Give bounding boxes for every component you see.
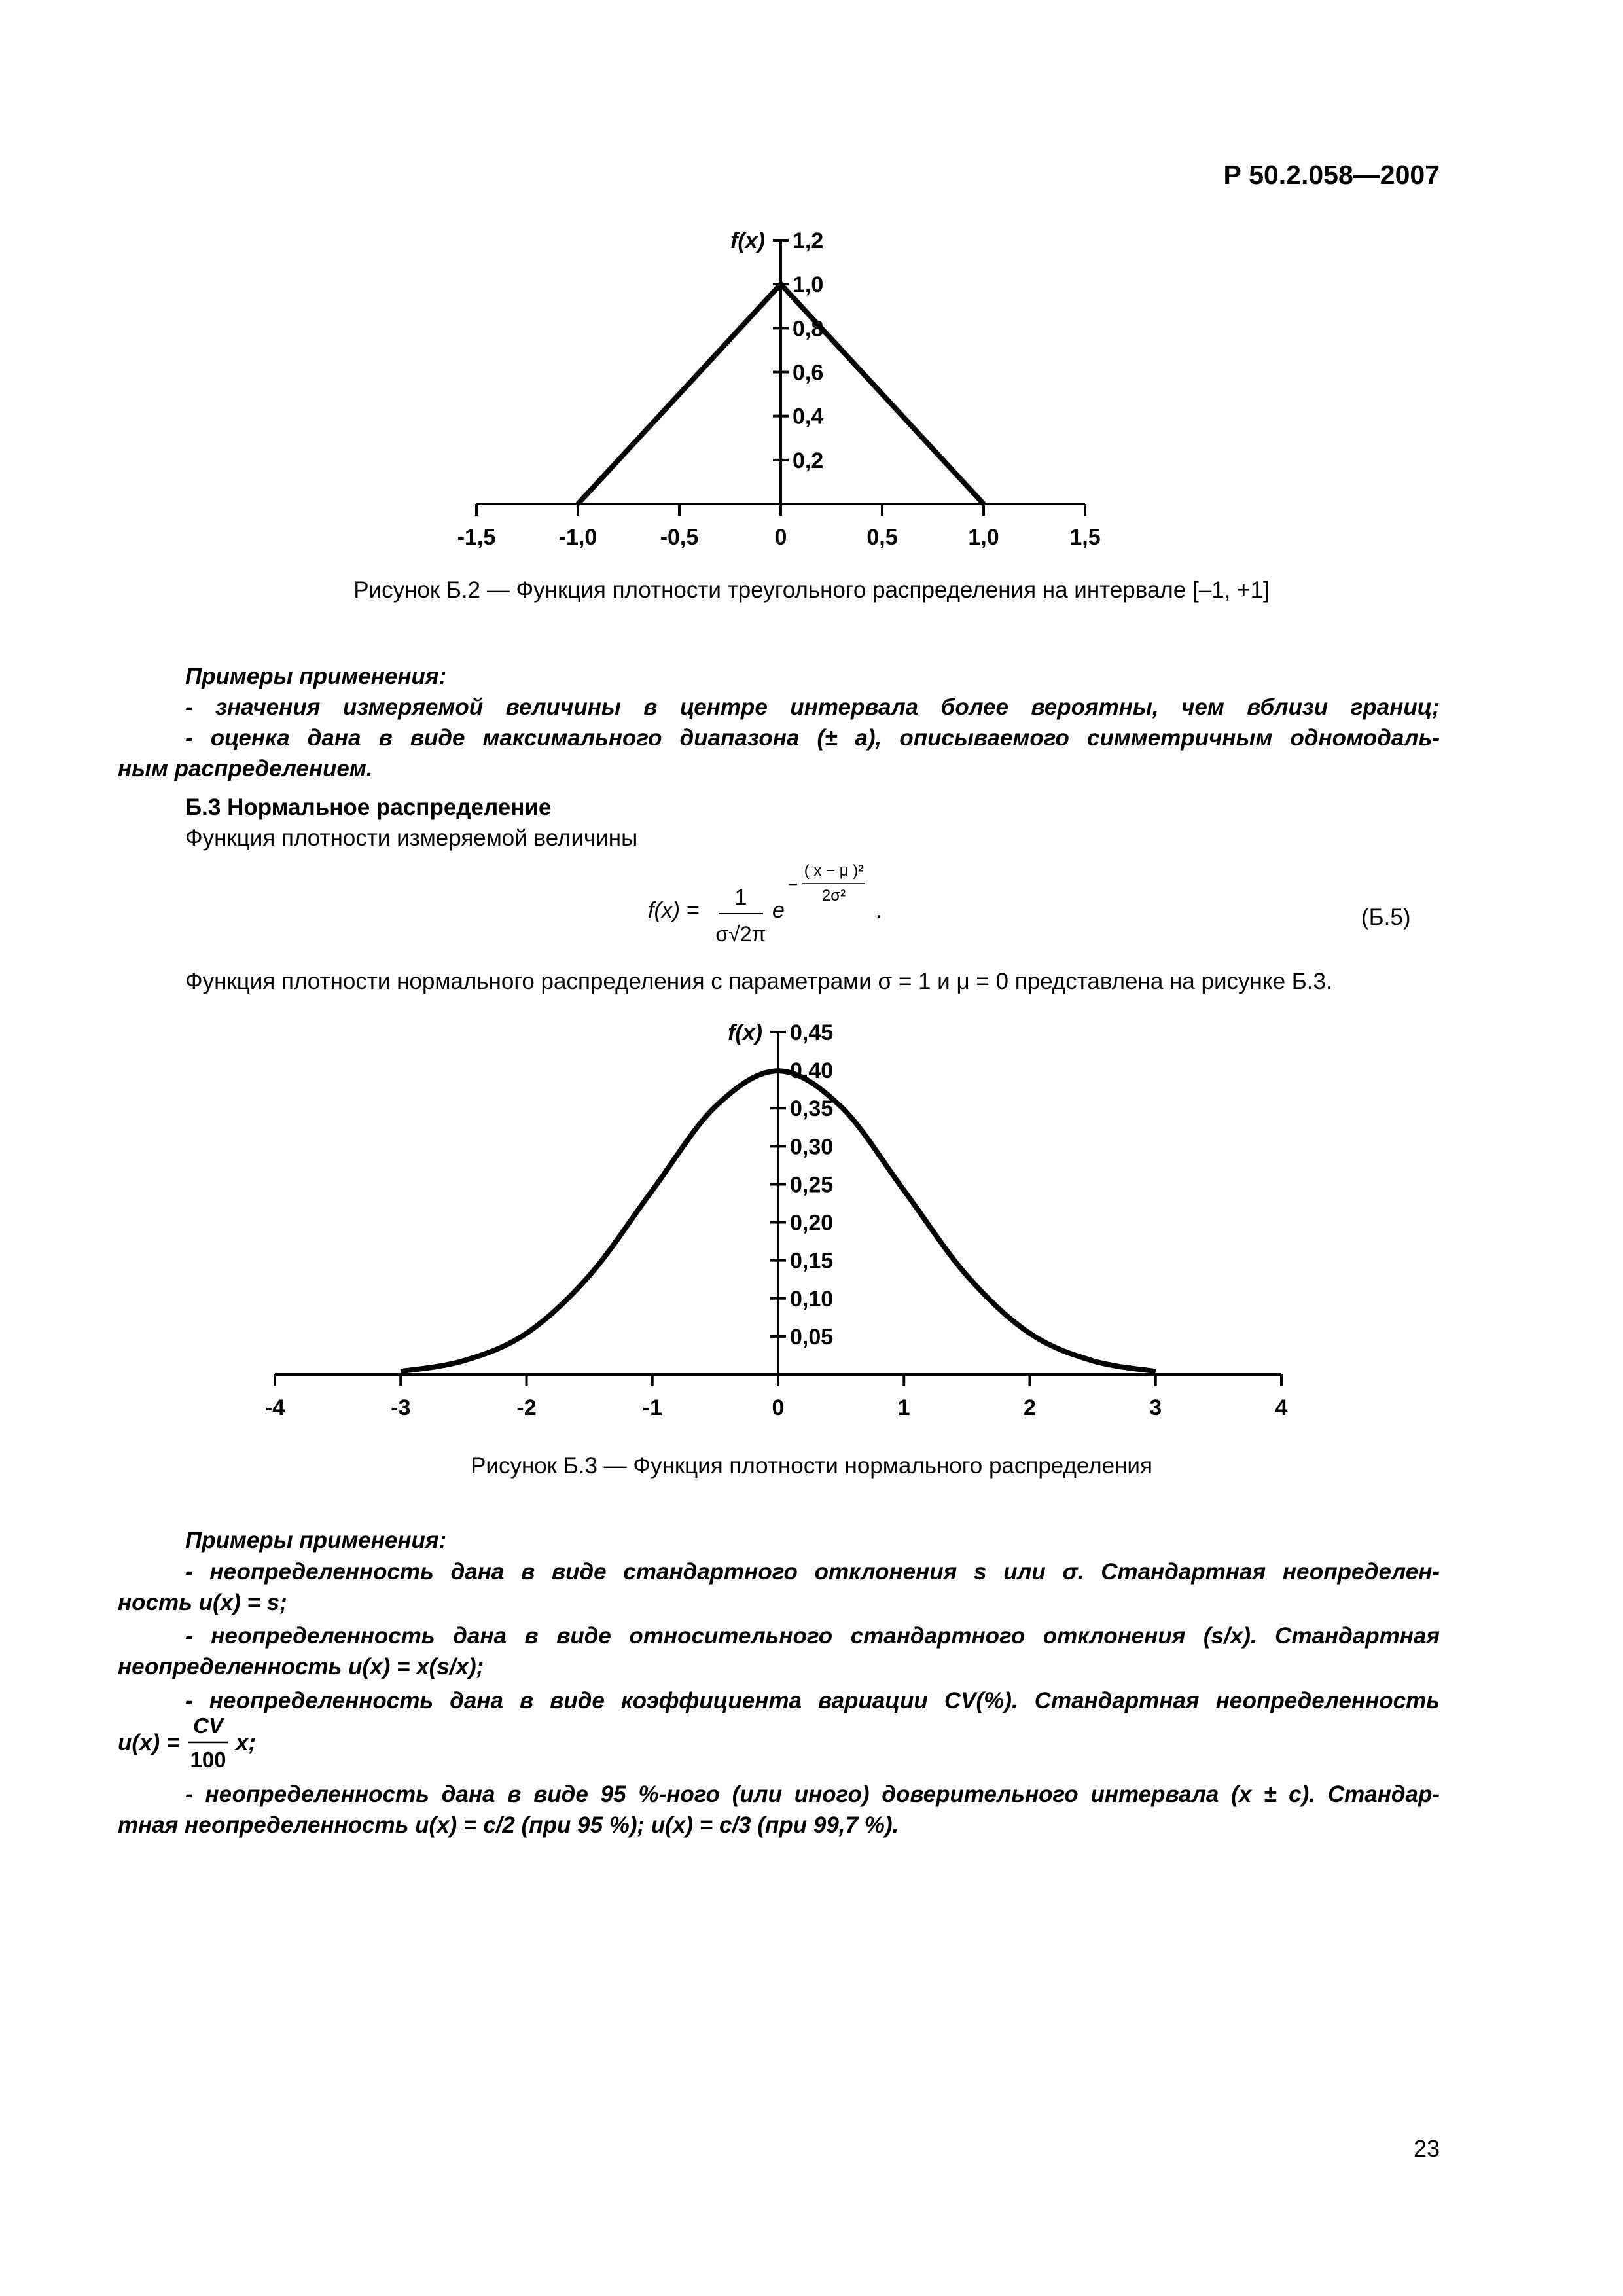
x-tick-label: 1,5 — [1069, 525, 1101, 550]
example-2-item-2-line-1: - неопределенность дана в виде относительного стандартного отклонения (s/x). Стандартная — [185, 1623, 1440, 1649]
example-2-item-2-line-2: неопределенность u(x) = x(s/x); — [118, 1654, 484, 1679]
y-tick-label: 0,15 — [790, 1248, 834, 1274]
y-tick-label: 0,40 — [790, 1058, 834, 1084]
formula-numerator: 1 — [734, 885, 747, 910]
formula-b5 — [648, 857, 910, 952]
cv-formula-rhs: x; — [236, 1730, 257, 1755]
cv-formula-numerator: CV — [193, 1713, 223, 1738]
example-item-1: - значения измеряемой величины в центре интервала более вероятны, чем вблизи границ; — [185, 694, 1440, 720]
y-tick-label: 0,30 — [790, 1134, 834, 1160]
formula-base: e — [772, 898, 785, 923]
figure-b2-caption: Рисунок Б.2 — Функция плотности треугольного распределения на интервале [–1, +1] — [353, 577, 1270, 603]
x-tick-label: -0,5 — [660, 525, 699, 550]
formula-exp-denominator: 2σ² — [821, 887, 846, 905]
formula-denominator: σ√2π — [715, 922, 766, 946]
y-axis-label: f(x) — [728, 1020, 762, 1045]
x-tick-label: -1,0 — [558, 525, 597, 550]
section-intro: Функция плотности измеряемой величины — [185, 825, 638, 851]
standard-code: Р 50.2.058—2007 — [1223, 160, 1440, 190]
y-tick-label: 0,8 — [793, 316, 824, 342]
figure-b2-chart — [445, 223, 1113, 550]
y-tick-label: 0,4 — [793, 404, 824, 429]
example-2-item-4-line-1: - неопределенность дана в виде 95 %-ного (или иного) доверительного интервала (x ± c). Стандар- — [185, 1782, 1440, 1807]
y-tick-label: 0,2 — [793, 448, 824, 473]
examples-heading: Примеры применения: — [185, 664, 447, 689]
page-number: 23 — [1413, 2135, 1440, 2162]
x-tick-label: 0,5 — [866, 525, 898, 550]
y-tick-label: 0,20 — [790, 1210, 834, 1236]
figure-b3-caption: Рисунок Б.3 — Функция плотности нормального распределения — [471, 1453, 1152, 1479]
section-after-text: Функция плотности нормального распределения с параметрами σ = 1 и μ = 0 представлена на рисунке Б.3. — [185, 969, 1332, 994]
section-heading: Б.3 Нормальное распределение — [185, 795, 552, 820]
x-tick-label: 4 — [1275, 1395, 1288, 1420]
example-2-item-1-line-1: - неопределенность дана в виде стандартного отклонения s или σ. Стандартная неопределен- — [185, 1559, 1440, 1585]
formula-exp-numerator: ( x − μ )² — [804, 862, 864, 880]
x-tick-label: 1,0 — [968, 525, 999, 550]
formula-lhs: f(x) = — [648, 898, 700, 923]
y-tick-label: 0,35 — [790, 1096, 834, 1122]
y-tick-label: 0,6 — [793, 360, 824, 386]
y-tick-label: 1,2 — [793, 228, 824, 253]
equation-number: (Б.5) — [1361, 905, 1411, 930]
formula-exp-sign: − — [788, 874, 798, 894]
x-tick-label: 2 — [1024, 1395, 1036, 1420]
example-item-2-line-1: - оценка дана в виде максимального диапазона (± a), описываемого симметричным одномодаль- — [185, 725, 1440, 751]
x-tick-label: -3 — [391, 1395, 411, 1420]
x-tick-label: -1 — [642, 1395, 662, 1420]
examples-2-heading: Примеры применения: — [185, 1528, 447, 1553]
x-tick-label: 0 — [772, 1395, 785, 1420]
x-tick-label: 0 — [774, 525, 787, 550]
y-tick-label: 0,25 — [790, 1172, 834, 1198]
example-2-item-1-line-2: ность u(x) = s; — [118, 1590, 287, 1615]
cv-formula — [118, 1707, 288, 1779]
formula-trailing: . — [876, 898, 882, 923]
x-tick-label: 1 — [897, 1395, 910, 1420]
y-tick-label: 0,45 — [790, 1020, 834, 1045]
x-tick-label: -4 — [264, 1395, 285, 1420]
example-2-item-3-line-1: - неопределенность дана в виде коэффициента вариации CV(%). Стандартная неопределенность — [185, 1688, 1440, 1713]
x-tick-label: -1,5 — [457, 525, 496, 550]
cv-formula-denominator: 100 — [190, 1748, 226, 1772]
y-axis-label: f(x) — [730, 228, 765, 253]
y-tick-label: 1,0 — [793, 272, 824, 298]
example-item-2-line-2: ным распределением. — [118, 756, 373, 781]
y-tick-label: 0,05 — [790, 1324, 834, 1350]
x-tick-label: 3 — [1149, 1395, 1162, 1420]
x-tick-label: -2 — [516, 1395, 537, 1420]
y-tick-label: 0,10 — [790, 1286, 834, 1312]
figure-b3-chart — [249, 1001, 1322, 1420]
cv-formula-lhs: u(x) = — [118, 1730, 180, 1755]
example-2-item-4-line-2: тная неопределенность u(x) = c/2 (при 95 %); u(x) = c/3 (при 99,7 %). — [118, 1812, 899, 1838]
